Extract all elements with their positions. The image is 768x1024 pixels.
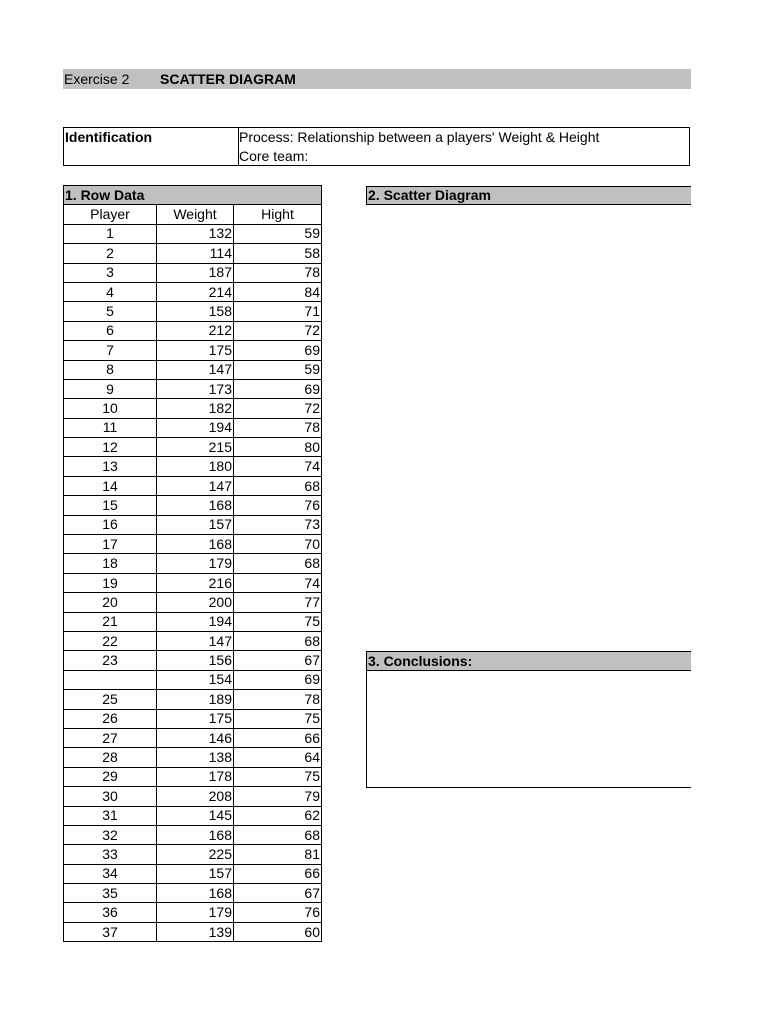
table-row bbox=[64, 244, 322, 263]
page-title: SCATTER DIAGRAM bbox=[160, 71, 296, 87]
cell-weight: 157 bbox=[157, 864, 234, 883]
cell-height: 69 bbox=[234, 379, 322, 398]
cell-player: 22 bbox=[64, 631, 157, 650]
cell-height: 79 bbox=[234, 787, 322, 806]
cell-player: 28 bbox=[64, 748, 157, 767]
cell-height: 64 bbox=[234, 748, 322, 767]
table-row bbox=[64, 670, 322, 689]
cell-player: 37 bbox=[64, 922, 157, 941]
table-row bbox=[64, 379, 322, 398]
table-row bbox=[64, 884, 322, 903]
cell-player: 20 bbox=[64, 593, 157, 612]
cell-height: 66 bbox=[234, 728, 322, 747]
cell-player: 3 bbox=[64, 263, 157, 282]
cell-player: 17 bbox=[64, 535, 157, 554]
cell-height: 72 bbox=[234, 399, 322, 418]
cell-player: 34 bbox=[64, 864, 157, 883]
table-row bbox=[64, 438, 322, 457]
cell-height: 68 bbox=[234, 476, 322, 495]
cell-height: 81 bbox=[234, 845, 322, 864]
cell-player: 13 bbox=[64, 457, 157, 476]
table-row bbox=[64, 806, 322, 825]
cell-weight: 145 bbox=[157, 806, 234, 825]
cell-height: 74 bbox=[234, 573, 322, 592]
cell-weight: 168 bbox=[157, 825, 234, 844]
title-bar bbox=[63, 69, 691, 89]
cell-weight: 179 bbox=[157, 903, 234, 922]
cell-weight: 146 bbox=[157, 728, 234, 747]
cell-player: 27 bbox=[64, 728, 157, 747]
table-row bbox=[64, 515, 322, 534]
cell-height: 78 bbox=[234, 418, 322, 437]
cell-height: 72 bbox=[234, 321, 322, 340]
table-row bbox=[64, 864, 322, 883]
cell-player: 21 bbox=[64, 612, 157, 631]
table-row bbox=[64, 418, 322, 437]
cell-weight: 138 bbox=[157, 748, 234, 767]
table-row bbox=[64, 341, 322, 360]
table-row bbox=[64, 321, 322, 340]
cell-height: 68 bbox=[234, 554, 322, 573]
cell-player: 12 bbox=[64, 438, 157, 457]
cell-height: 59 bbox=[234, 224, 322, 243]
cell-player bbox=[64, 670, 157, 689]
table-row bbox=[64, 651, 322, 670]
cell-player: 18 bbox=[64, 554, 157, 573]
cell-player: 32 bbox=[64, 825, 157, 844]
cell-height: 68 bbox=[234, 631, 322, 650]
cell-weight: 200 bbox=[157, 593, 234, 612]
table-row bbox=[64, 399, 322, 418]
identification-label: Identification bbox=[64, 128, 239, 165]
cell-weight: 158 bbox=[157, 302, 234, 321]
cell-player: 31 bbox=[64, 806, 157, 825]
table-row bbox=[64, 767, 322, 786]
cell-player: 2 bbox=[64, 244, 157, 263]
cell-weight: 147 bbox=[157, 476, 234, 495]
cell-height: 76 bbox=[234, 903, 322, 922]
cell-player: 30 bbox=[64, 787, 157, 806]
cell-height: 69 bbox=[234, 670, 322, 689]
cell-height: 69 bbox=[234, 341, 322, 360]
table-row bbox=[64, 825, 322, 844]
cell-weight: 175 bbox=[157, 341, 234, 360]
cell-height: 66 bbox=[234, 864, 322, 883]
cell-height: 75 bbox=[234, 709, 322, 728]
cell-weight: 179 bbox=[157, 554, 234, 573]
cell-height: 68 bbox=[234, 825, 322, 844]
column-header-row bbox=[64, 205, 322, 224]
cell-height: 59 bbox=[234, 360, 322, 379]
cell-weight: 178 bbox=[157, 767, 234, 786]
column-header-player: Player bbox=[64, 205, 157, 224]
cell-player: 29 bbox=[64, 767, 157, 786]
scatter-diagram-title: 2. Scatter Diagram bbox=[366, 186, 691, 205]
cell-player: 16 bbox=[64, 515, 157, 534]
table-row bbox=[64, 845, 322, 864]
cell-weight: 173 bbox=[157, 379, 234, 398]
cell-height: 71 bbox=[234, 302, 322, 321]
table-row bbox=[64, 573, 322, 592]
cell-weight: 215 bbox=[157, 438, 234, 457]
row-data-header-row bbox=[64, 186, 322, 205]
table-row bbox=[64, 709, 322, 728]
table-row bbox=[64, 728, 322, 747]
cell-weight: 194 bbox=[157, 612, 234, 631]
table-row bbox=[64, 476, 322, 495]
cell-weight: 132 bbox=[157, 224, 234, 243]
exercise-label: Exercise 2 bbox=[64, 71, 130, 87]
cell-height: 80 bbox=[234, 438, 322, 457]
cell-weight: 187 bbox=[157, 263, 234, 282]
cell-player: 19 bbox=[64, 573, 157, 592]
table-row bbox=[64, 593, 322, 612]
cell-weight: 114 bbox=[157, 244, 234, 263]
scatter-diagram-area bbox=[366, 205, 691, 651]
table-row bbox=[64, 631, 322, 650]
table-row bbox=[64, 748, 322, 767]
cell-player: 35 bbox=[64, 884, 157, 903]
cell-weight: 194 bbox=[157, 418, 234, 437]
table-row bbox=[64, 787, 322, 806]
cell-height: 77 bbox=[234, 593, 322, 612]
cell-height: 78 bbox=[234, 690, 322, 709]
table-row bbox=[64, 282, 322, 301]
cell-weight: 182 bbox=[157, 399, 234, 418]
cell-player: 11 bbox=[64, 418, 157, 437]
cell-weight: 214 bbox=[157, 282, 234, 301]
column-header-weight: Weight bbox=[157, 205, 234, 224]
cell-player: 26 bbox=[64, 709, 157, 728]
cell-weight: 147 bbox=[157, 360, 234, 379]
cell-weight: 225 bbox=[157, 845, 234, 864]
table-row bbox=[64, 263, 322, 282]
cell-height: 58 bbox=[234, 244, 322, 263]
cell-player: 7 bbox=[64, 341, 157, 360]
cell-height: 84 bbox=[234, 282, 322, 301]
row-data-table bbox=[63, 185, 322, 942]
cell-weight: 156 bbox=[157, 651, 234, 670]
cell-weight: 175 bbox=[157, 709, 234, 728]
identification-box bbox=[63, 127, 690, 166]
cell-height: 76 bbox=[234, 496, 322, 515]
cell-height: 75 bbox=[234, 612, 322, 631]
cell-player: 6 bbox=[64, 321, 157, 340]
cell-player: 5 bbox=[64, 302, 157, 321]
cell-player: 9 bbox=[64, 379, 157, 398]
cell-player: 8 bbox=[64, 360, 157, 379]
cell-player: 10 bbox=[64, 399, 157, 418]
cell-height: 70 bbox=[234, 535, 322, 554]
cell-height: 67 bbox=[234, 651, 322, 670]
cell-player: 15 bbox=[64, 496, 157, 515]
cell-height: 73 bbox=[234, 515, 322, 534]
cell-weight: 216 bbox=[157, 573, 234, 592]
cell-player: 1 bbox=[64, 224, 157, 243]
cell-player: 14 bbox=[64, 476, 157, 495]
table-row bbox=[64, 360, 322, 379]
cell-weight: 212 bbox=[157, 321, 234, 340]
cell-height: 75 bbox=[234, 767, 322, 786]
conclusions-title: 3. Conclusions: bbox=[366, 651, 691, 671]
cell-player: 36 bbox=[64, 903, 157, 922]
table-row bbox=[64, 224, 322, 243]
cell-weight: 168 bbox=[157, 884, 234, 903]
cell-weight: 139 bbox=[157, 922, 234, 941]
core-team-text: Core team: bbox=[239, 148, 309, 164]
table-row bbox=[64, 554, 322, 573]
cell-height: 62 bbox=[234, 806, 322, 825]
cell-height: 74 bbox=[234, 457, 322, 476]
cell-weight: 189 bbox=[157, 690, 234, 709]
cell-player: 23 bbox=[64, 651, 157, 670]
cell-weight: 168 bbox=[157, 496, 234, 515]
column-header-height: Hight bbox=[234, 205, 322, 224]
cell-weight: 154 bbox=[157, 670, 234, 689]
table-row bbox=[64, 496, 322, 515]
cell-height: 78 bbox=[234, 263, 322, 282]
cell-weight: 180 bbox=[157, 457, 234, 476]
conclusions-input[interactable] bbox=[366, 671, 691, 788]
table-row bbox=[64, 903, 322, 922]
table-row bbox=[64, 612, 322, 631]
process-text: Process: Relationship between a players' Weight & Height bbox=[239, 129, 600, 145]
cell-weight: 168 bbox=[157, 535, 234, 554]
cell-height: 67 bbox=[234, 884, 322, 903]
row-data-body bbox=[64, 224, 322, 941]
cell-player: 33 bbox=[64, 845, 157, 864]
cell-weight: 208 bbox=[157, 787, 234, 806]
cell-weight: 157 bbox=[157, 515, 234, 534]
cell-height: 60 bbox=[234, 922, 322, 941]
cell-weight: 147 bbox=[157, 631, 234, 650]
table-row bbox=[64, 922, 322, 941]
table-row bbox=[64, 690, 322, 709]
cell-player: 4 bbox=[64, 282, 157, 301]
row-data-title: 1. Row Data bbox=[64, 186, 322, 205]
table-row bbox=[64, 302, 322, 321]
table-row bbox=[64, 535, 322, 554]
cell-player: 25 bbox=[64, 690, 157, 709]
table-row bbox=[64, 457, 322, 476]
